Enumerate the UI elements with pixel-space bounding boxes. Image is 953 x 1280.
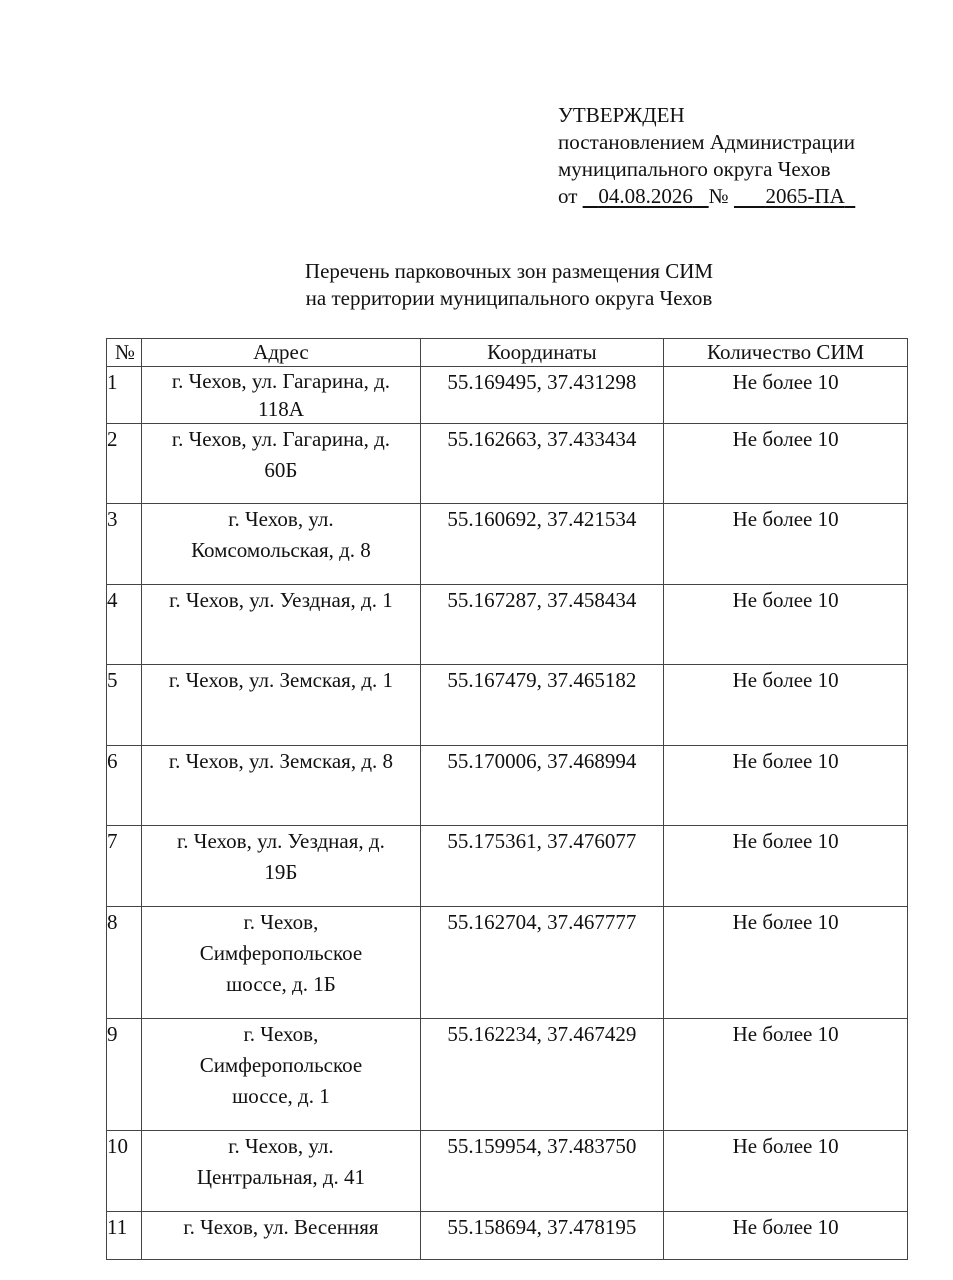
row-address-text: г. Чехов, ул. Комсомольская, д. 8	[191, 507, 371, 562]
row-address-text: г. Чехов, ул. Уездная, д. 1	[169, 588, 393, 612]
row-coordinates: 55.162234, 37.467429	[420, 1019, 664, 1131]
row-coordinates: 55.170006, 37.468994	[420, 746, 664, 826]
row-address	[142, 1131, 420, 1212]
row-address	[142, 367, 420, 424]
row-coordinates: 55.175361, 37.476077	[420, 826, 664, 907]
approval-date-prefix: от	[558, 184, 578, 208]
row-address	[142, 746, 420, 826]
row-coordinates: 55.160692, 37.421534	[420, 504, 664, 585]
table-row	[107, 746, 908, 826]
table-row	[107, 504, 908, 585]
row-quantity: Не более 10	[664, 1019, 908, 1131]
parking-zones-table	[106, 338, 908, 1260]
row-quantity: Не более 10	[664, 1212, 908, 1260]
row-address-text: г. Чехов, ул. Гагарина, д. 118А	[171, 369, 391, 421]
approval-number: 2065-ПА	[765, 184, 845, 208]
row-coordinates: 55.169495, 37.431298	[420, 367, 664, 424]
row-address	[142, 1212, 420, 1260]
row-address	[142, 907, 420, 1019]
row-quantity: Не более 10	[664, 424, 908, 504]
document-title-line2: на территории муниципального округа Чехов	[305, 286, 713, 310]
row-address	[142, 826, 420, 907]
approval-number-sign: №	[708, 184, 729, 208]
row-number: 11	[107, 1212, 142, 1260]
row-address	[142, 504, 420, 585]
row-address-text: г. Чехов, ул. Земская, д. 8	[168, 749, 393, 773]
row-coordinates: 55.159954, 37.483750	[420, 1131, 664, 1212]
header-quantity: Количество СИМ	[664, 339, 908, 367]
table-row	[107, 907, 908, 1019]
table-row	[107, 665, 908, 746]
approval-authority: постановлением Администрации	[558, 130, 855, 154]
table-row	[107, 367, 908, 424]
approval-stamp	[558, 102, 855, 210]
row-number: 6	[107, 746, 142, 826]
row-number: 10	[107, 1131, 142, 1212]
header-address: Адрес	[142, 339, 420, 367]
approval-heading: УТВЕРЖДЕН	[558, 103, 685, 127]
table-header-row	[107, 339, 908, 367]
row-number: 3	[107, 504, 142, 585]
table-row	[107, 1131, 908, 1212]
row-number: 4	[107, 585, 142, 665]
row-coordinates: 55.162663, 37.433434	[420, 424, 664, 504]
approval-number-field	[734, 184, 855, 208]
row-coordinates: 55.162704, 37.467777	[420, 907, 664, 1019]
row-number: 9	[107, 1019, 142, 1131]
row-coordinates: 55.158694, 37.478195	[420, 1212, 664, 1260]
row-address-text: г. Чехов, Симферопольское шоссе, д. 1	[199, 1022, 363, 1108]
approval-date-field	[583, 184, 709, 208]
header-number: №	[107, 339, 142, 367]
table-row	[107, 1019, 908, 1131]
table-row	[107, 1212, 908, 1260]
table-row	[107, 826, 908, 907]
approval-date-line	[558, 183, 855, 210]
row-number: 7	[107, 826, 142, 907]
row-address-text: г. Чехов, ул. Гагарина, д. 60Б	[171, 427, 391, 482]
row-number: 8	[107, 907, 142, 1019]
approval-date: 04.08.2026	[598, 184, 693, 208]
row-address-text: г. Чехов, ул. Уездная, д. 19Б	[177, 829, 385, 884]
row-quantity: Не более 10	[664, 826, 908, 907]
row-address-text: г. Чехов, Симферопольское шоссе, д. 1Б	[199, 910, 363, 996]
table-row	[107, 585, 908, 665]
row-coordinates: 55.167287, 37.458434	[420, 585, 664, 665]
row-quantity: Не более 10	[664, 746, 908, 826]
row-address-text: г. Чехов, ул. Центральная, д. 41	[196, 1134, 366, 1189]
row-address	[142, 585, 420, 665]
document-title-line1: Перечень парковочных зон размещения СИМ	[304, 259, 714, 283]
table-row	[107, 424, 908, 504]
row-number: 5	[107, 665, 142, 746]
row-quantity: Не более 10	[664, 665, 908, 746]
approval-municipality: муниципального округа Чехов	[558, 157, 831, 181]
row-address	[142, 1019, 420, 1131]
row-address-text: г. Чехов, ул. Весенняя	[183, 1215, 379, 1239]
row-address-text: г. Чехов, ул. Земская, д. 1	[168, 668, 393, 692]
row-coordinates: 55.167479, 37.465182	[420, 665, 664, 746]
document-title	[0, 258, 953, 312]
row-number: 2	[107, 424, 142, 504]
row-quantity: Не более 10	[664, 907, 908, 1019]
row-address	[142, 665, 420, 746]
header-coordinates: Координаты	[420, 339, 664, 367]
row-address	[142, 424, 420, 504]
row-quantity: Не более 10	[664, 585, 908, 665]
row-quantity: Не более 10	[664, 504, 908, 585]
row-quantity: Не более 10	[664, 367, 908, 424]
row-number: 1	[107, 367, 142, 424]
row-quantity: Не более 10	[664, 1131, 908, 1212]
